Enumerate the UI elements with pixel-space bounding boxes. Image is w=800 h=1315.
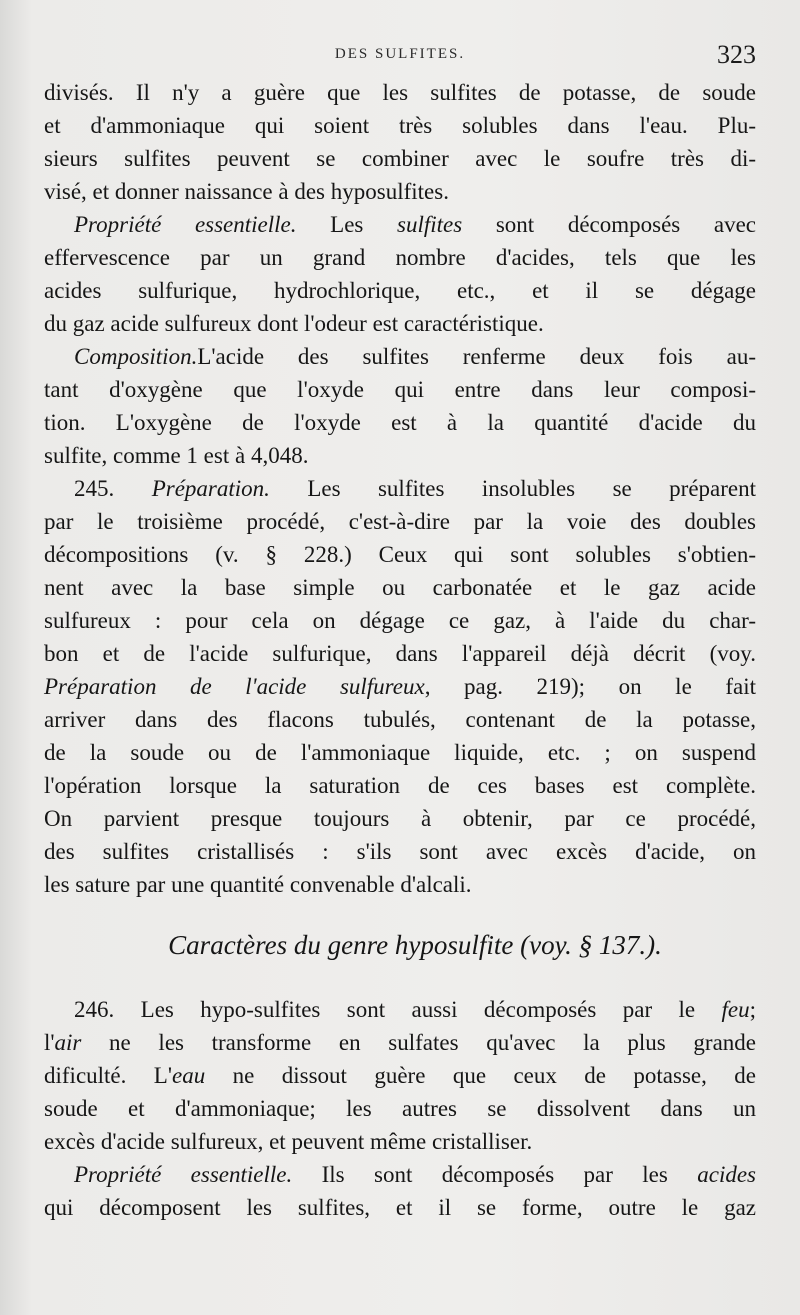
- text-line: tant d'oxygène que l'oxyde qui entre dans leur composi-: [44, 377, 756, 402]
- text-line: les sature par une quantité convenable d'alcali.: [44, 872, 472, 897]
- page-body: [44, 76, 756, 1224]
- text-line: l'opération lorsque la saturation de ces bases est complète.: [44, 773, 756, 798]
- text-line: arriver dans des flacons tubulés, contenant de la potasse,: [44, 707, 756, 732]
- preparation-label: Préparation.: [151, 476, 270, 501]
- paragraph-246: 246. Les hypo-sulfites sont aussi décomposés par le feu;: [74, 997, 756, 1022]
- text-line: du gaz acide sulfureux dont l'odeur est caractéristique.: [44, 311, 544, 336]
- text-line: On parvient presque toujours à obtenir, par ce procédé,: [44, 806, 756, 831]
- paragraph-essential-property: Propriété essentielle. Les sulfites sont décomposés avec: [74, 212, 757, 237]
- text-line: de la soude ou de l'ammoniaque liquide, etc. ; on suspend: [44, 740, 756, 765]
- text-line: acides sulfurique, hydrochlorique, etc., et il se dégage: [44, 278, 756, 303]
- text-line: nent avec la base simple ou carbonatée et le gaz acide: [44, 575, 756, 600]
- text-line: sulfureux : pour cela on dégage ce gaz, à l'aide du char-: [44, 608, 756, 633]
- text-line: des sulfites cristallisés : s'ils sont avec excès d'acide, on: [44, 839, 756, 864]
- composition-label: Composition.: [74, 344, 198, 369]
- essential-property-label: Propriété essentielle.: [74, 212, 297, 237]
- text-line: effervescence par un grand nombre d'acides, tels que les: [44, 245, 756, 270]
- page-number: 323: [717, 40, 756, 69]
- paragraph-number: 246.: [74, 997, 115, 1022]
- text-line: divisés. Il n'y a guère que les sulfites de potasse, de soude: [44, 80, 756, 105]
- text-line: qui décomposent les sulfites, et il se forme, outre le gaz: [44, 1195, 756, 1220]
- text-line: Préparation de l'acide sulfureux, pag. 219); on le fait: [44, 674, 756, 699]
- text-line: tion. L'oxygène de l'oxyde est à la quantité d'acide du: [44, 410, 756, 435]
- text-line: décompositions (v. § 228.) Ceux qui sont solubles s'obtien-: [44, 542, 756, 567]
- text-line: par le troisième procédé, c'est-à-dire par la voie des doubles: [44, 509, 756, 534]
- paragraph-composition: Composition.L'acide des sulfites renferme deux fois au-: [74, 344, 756, 369]
- text-line: soude et d'ammoniaque; les autres se dissolvent dans un: [44, 1096, 756, 1121]
- text-line: visé, et donner naissance à des hyposulfites.: [44, 179, 449, 204]
- section-heading: Caractères du genre hyposulfite (voy. § 137.).: [168, 930, 662, 960]
- page-header: [44, 40, 756, 80]
- paragraph-number: 245.: [74, 476, 115, 501]
- paragraph-245: 245. Préparation. Les sulfites insolubles se préparent: [74, 476, 756, 501]
- reference-italic: Préparation de l'acide sulfureux: [44, 674, 425, 699]
- text-line: sulfite, comme 1 est à 4,048.: [44, 443, 309, 468]
- essential-property-label: Propriété essentielle.: [74, 1162, 293, 1187]
- running-head: DES SULFITES.: [334, 46, 466, 62]
- text-line: sieurs sulfites peuvent se combiner avec le soufre très di-: [44, 146, 756, 171]
- paragraph-essential-property-2: Propriété essentielle. Ils sont décomposés par les acides: [74, 1162, 756, 1187]
- text-line: bon et de l'acide sulfurique, dans l'appareil déjà décrit (voy.: [44, 641, 756, 666]
- text-line: et d'ammoniaque qui soient très solubles dans l'eau. Plu-: [44, 113, 756, 138]
- text-line: l'air ne les transforme en sulfates qu'avec la plus grande: [44, 1030, 756, 1055]
- text-line: excès d'acide sulfureux, et peuvent même cristalliser.: [44, 1129, 533, 1154]
- text-line: dificulté. L'eau ne dissout guère que ceux de potasse, de: [44, 1063, 756, 1088]
